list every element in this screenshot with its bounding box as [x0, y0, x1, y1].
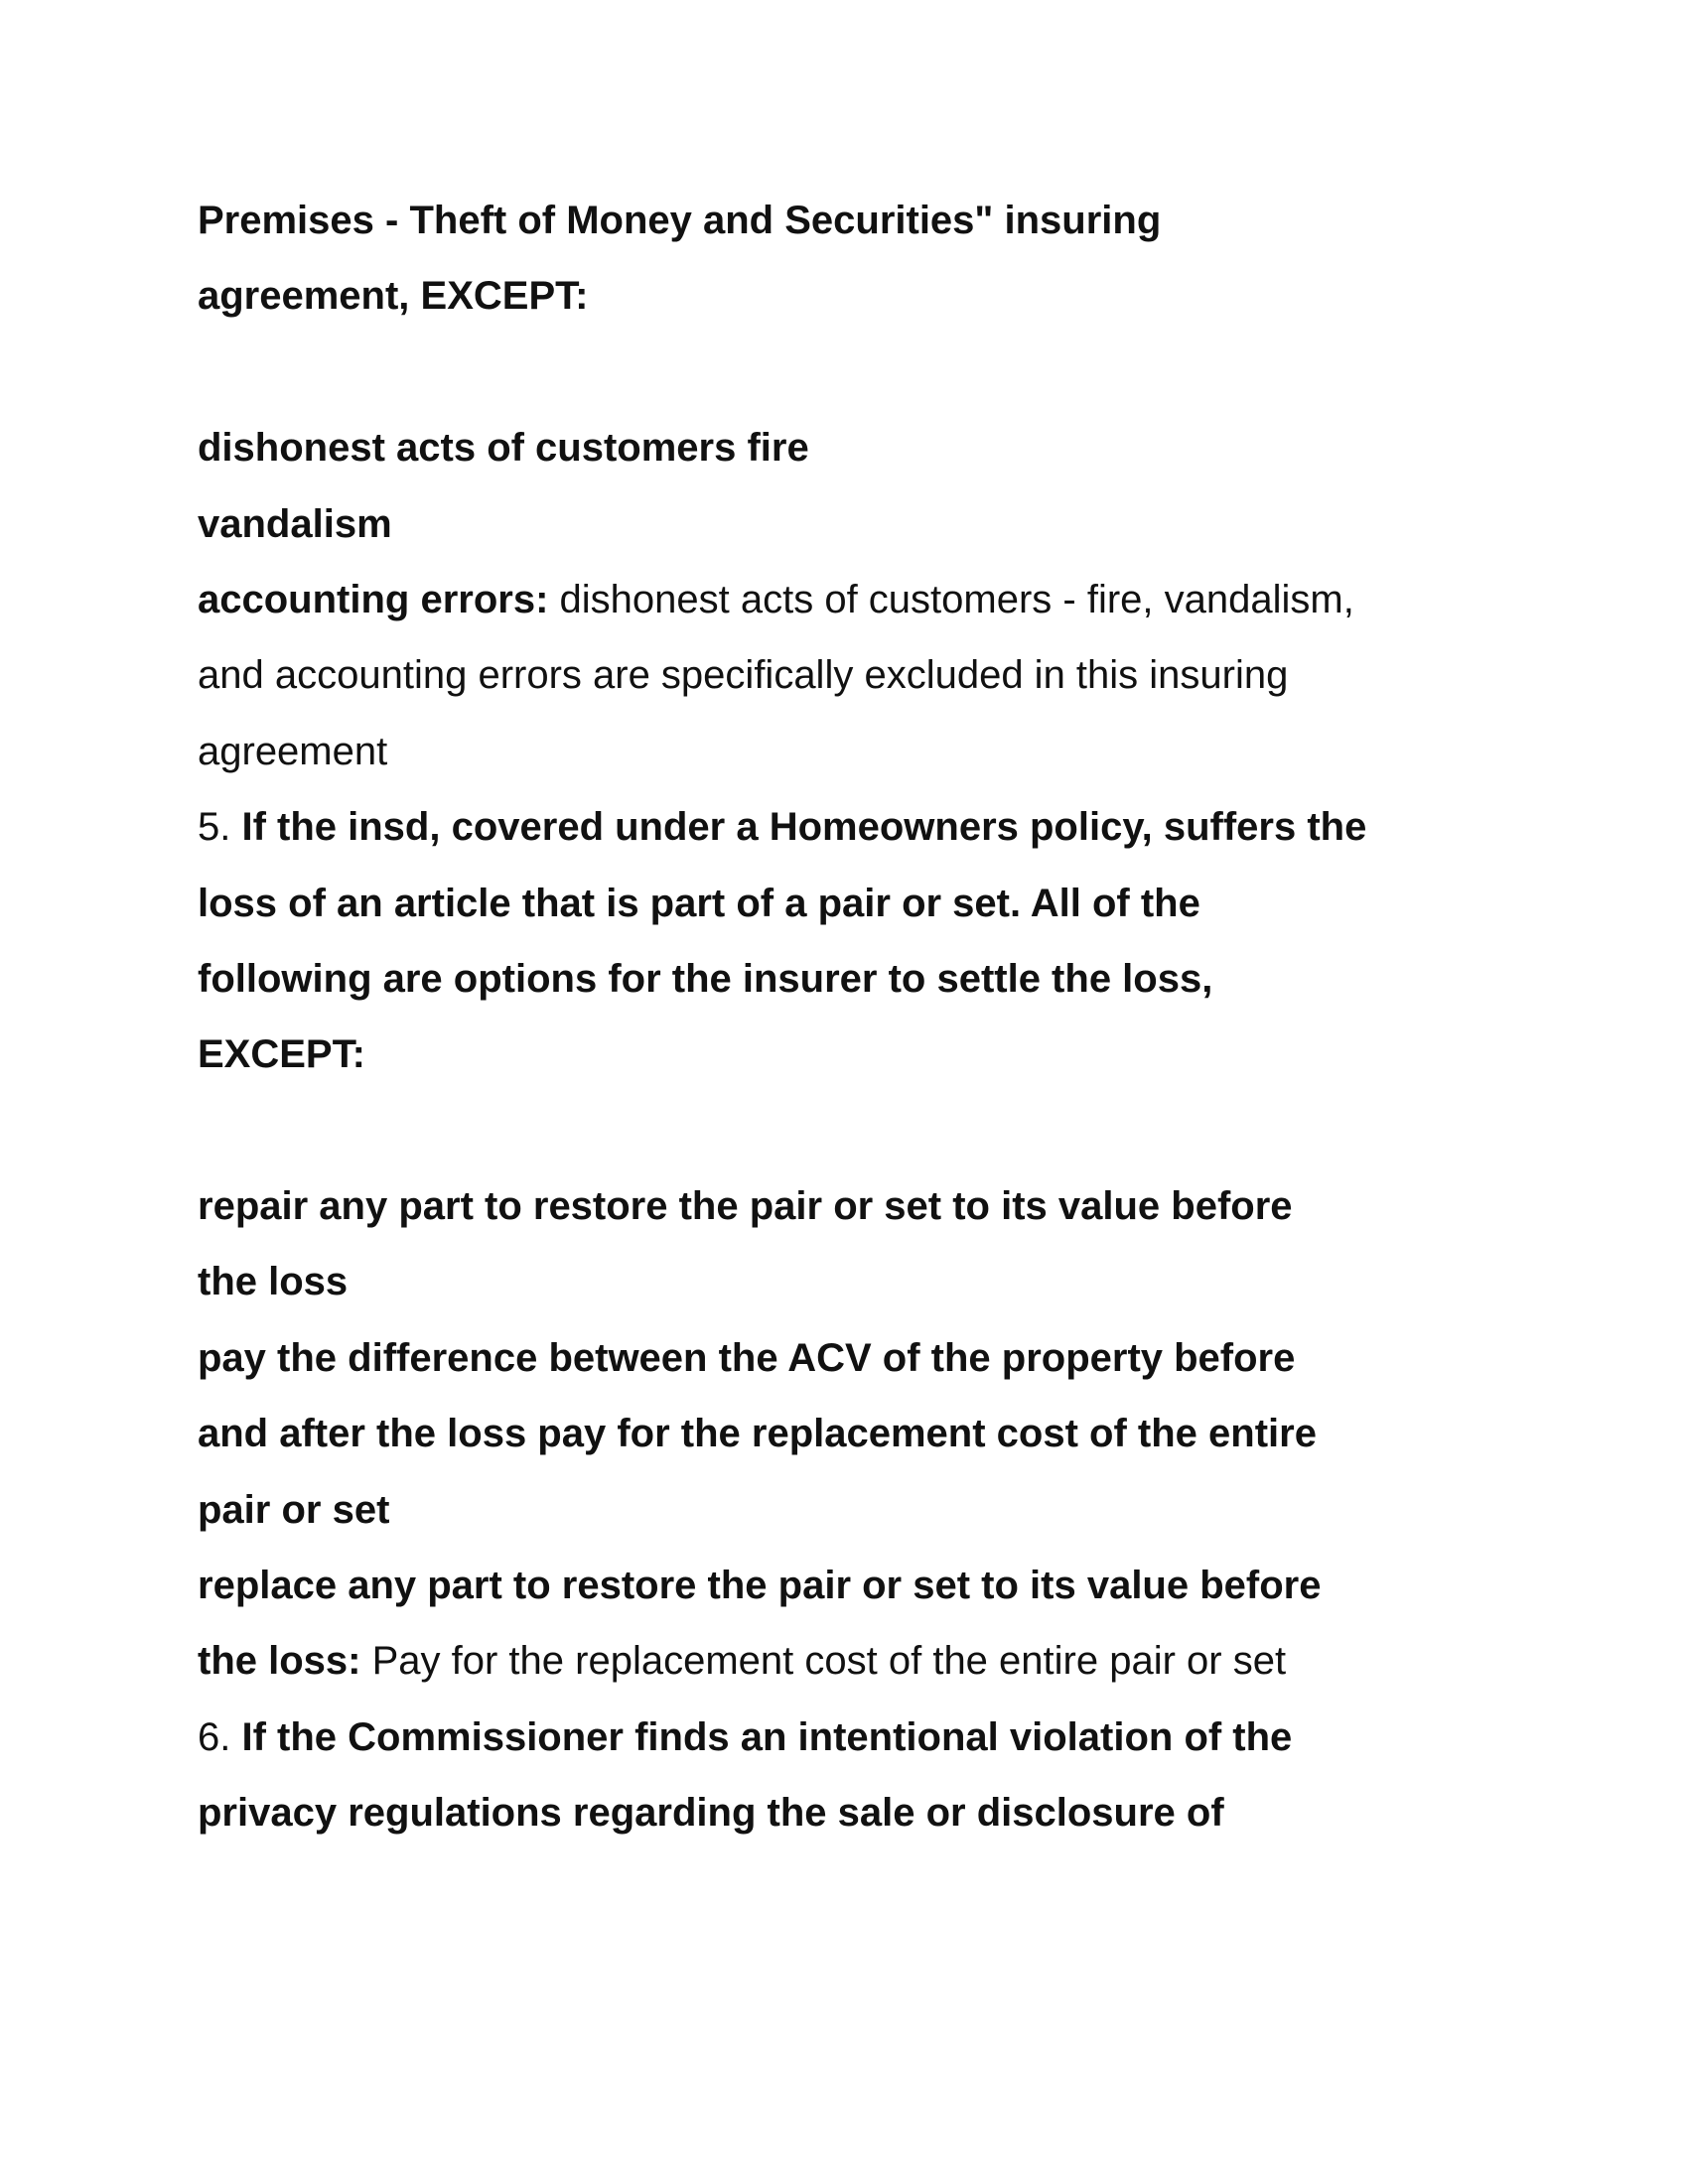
question-text: 5. If the insd, covered under a Homeowners policy, suffers the	[198, 805, 1367, 850]
answer-text: dishonest acts of customers - fire, vandalism,	[548, 577, 1354, 621]
question-text: EXCEPT:	[198, 1032, 365, 1077]
option-text: repair any part to restore the pair or set to its value before	[198, 1184, 1293, 1229]
option-text: the loss	[198, 1260, 349, 1304]
answer-text: Pay for the replacement cost of the entire pair or set	[360, 1639, 1287, 1684]
option-answer-line: accounting errors: dishonest acts of customers - fire, vandalism,	[198, 577, 1354, 621]
question-text: Premises - Theft of Money and Securities" insuring	[198, 199, 1162, 242]
question-text: agreement, EXCEPT:	[198, 274, 589, 319]
question-text: 6. If the Commissioner finds an intentional violation of the	[198, 1714, 1293, 1759]
question-number: 6.	[198, 1714, 231, 1759]
blank-line	[198, 1093, 1366, 1168]
option-text: and after the loss pay for the replacement cost of the entire	[198, 1412, 1317, 1456]
option-text: vandalism	[198, 501, 392, 546]
question-number: 5.	[198, 805, 231, 850]
answer-text: agreement	[198, 729, 388, 773]
option-text: dishonest acts of customers fire	[198, 426, 809, 471]
option-text: replace any part to restore the pair or set to its value before	[198, 1564, 1322, 1608]
option-answer-line: the loss: Pay for the replacement cost of the entire pair or set	[198, 1639, 1287, 1684]
question-text: loss of an article that is part of a pair or set. All of the	[198, 881, 1200, 925]
question-text: privacy regulations regarding the sale or disclosure of	[198, 1791, 1224, 1836]
blank-line	[198, 335, 1366, 410]
document-page	[198, 183, 1366, 1851]
question-text: following are options for the insurer to settle the loss,	[198, 956, 1213, 1001]
option-text: pair or set	[198, 1487, 390, 1532]
answer-text: and accounting errors are specifically excluded in this insuring	[198, 653, 1289, 698]
option-text: pay the difference between the ACV of the property before	[198, 1335, 1296, 1380]
